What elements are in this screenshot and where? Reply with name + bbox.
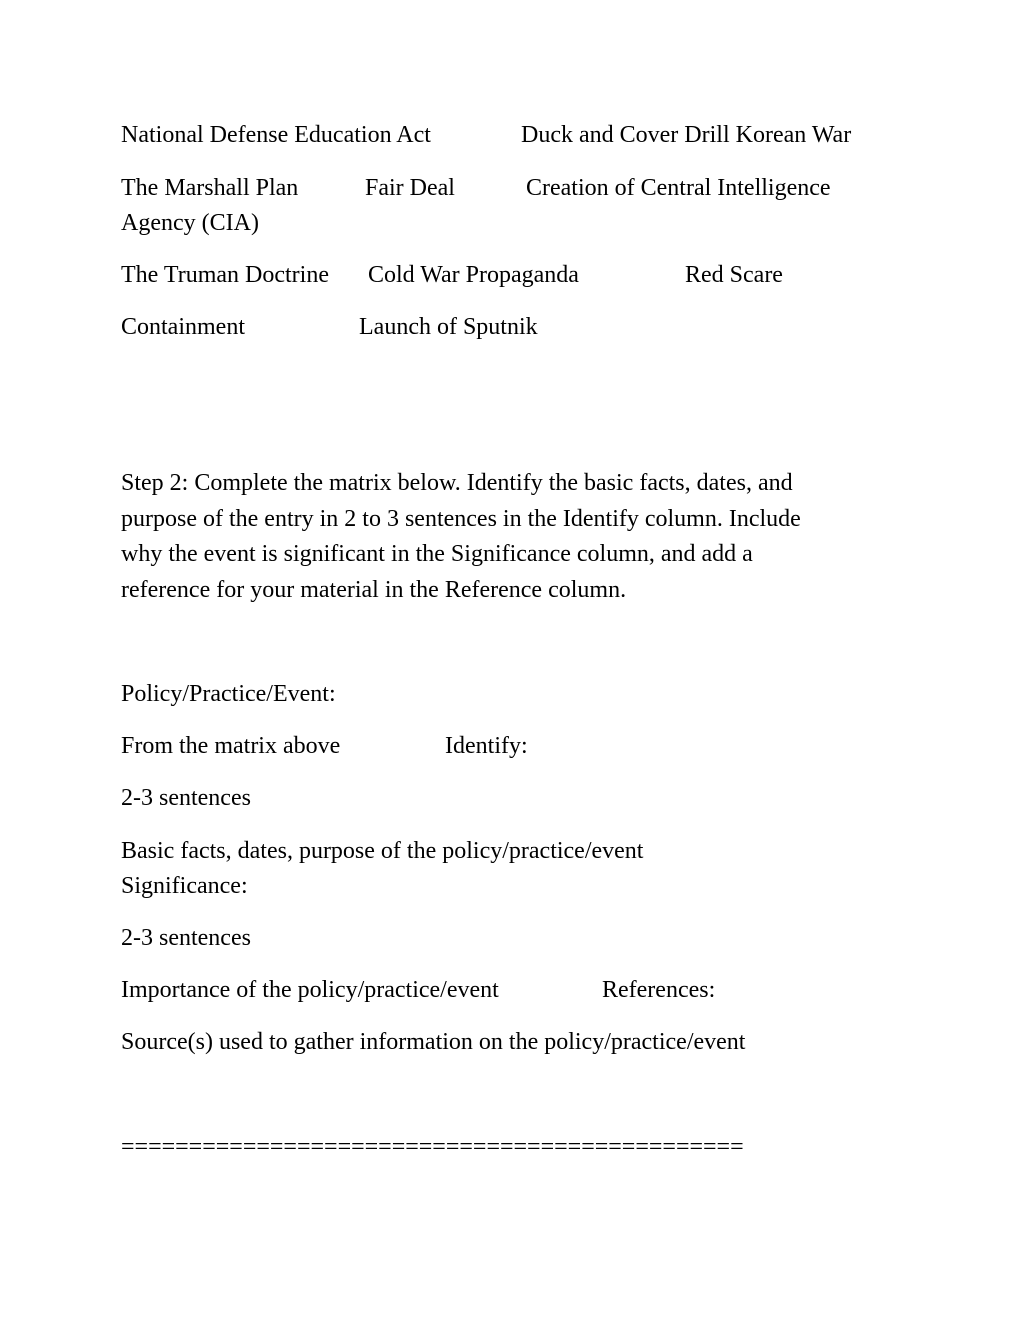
references-label: References: <box>602 977 716 1003</box>
significance-sentences-note: 2-3 sentences <box>121 925 251 951</box>
identify-sentences-note: 2-3 sentences <box>121 785 251 811</box>
term-national-defense-education-act: National Defense Education Act <box>121 122 431 148</box>
term-fair-deal: Fair Deal <box>365 175 455 201</box>
sources-note: Source(s) used to gather information on the policy/practice/event <box>121 1029 746 1055</box>
basic-facts-note: Basic facts, dates, purpose of the policy/practice/event <box>121 838 644 864</box>
step2-line-2: purpose of the entry in 2 to 3 sentences in the Identify column. Include <box>121 506 801 532</box>
from-matrix-label: From the matrix above <box>121 733 341 759</box>
step2-line-4: reference for your material in the Reference column. <box>121 577 627 603</box>
term-containment: Containment <box>121 314 245 340</box>
term-creation-of-cia-wrap: Agency (CIA) <box>121 210 259 236</box>
step2-line-1: Step 2: Complete the matrix below. Identify the basic facts, dates, and <box>121 470 793 496</box>
importance-note: Importance of the policy/practice/event <box>121 977 499 1003</box>
policy-practice-event-label: Policy/Practice/Event: <box>121 681 336 707</box>
term-launch-of-sputnik: Launch of Sputnik <box>359 314 538 340</box>
term-cold-war-propaganda: Cold War Propaganda <box>368 262 579 288</box>
term-red-scare: Red Scare <box>685 262 783 288</box>
step2-line-3: why the event is significant in the Significance column, and add a <box>121 541 753 567</box>
term-marshall-plan: The Marshall Plan <box>121 175 299 201</box>
significance-label: Significance: <box>121 873 248 899</box>
divider-line: ============================================== <box>121 1134 744 1160</box>
term-creation-of-cia: Creation of Central Intelligence <box>526 175 831 201</box>
identify-label: Identify: <box>445 733 528 759</box>
term-duck-cover-korean-war: Duck and Cover Drill Korean War <box>521 122 852 148</box>
term-truman-doctrine: The Truman Doctrine <box>121 262 329 288</box>
